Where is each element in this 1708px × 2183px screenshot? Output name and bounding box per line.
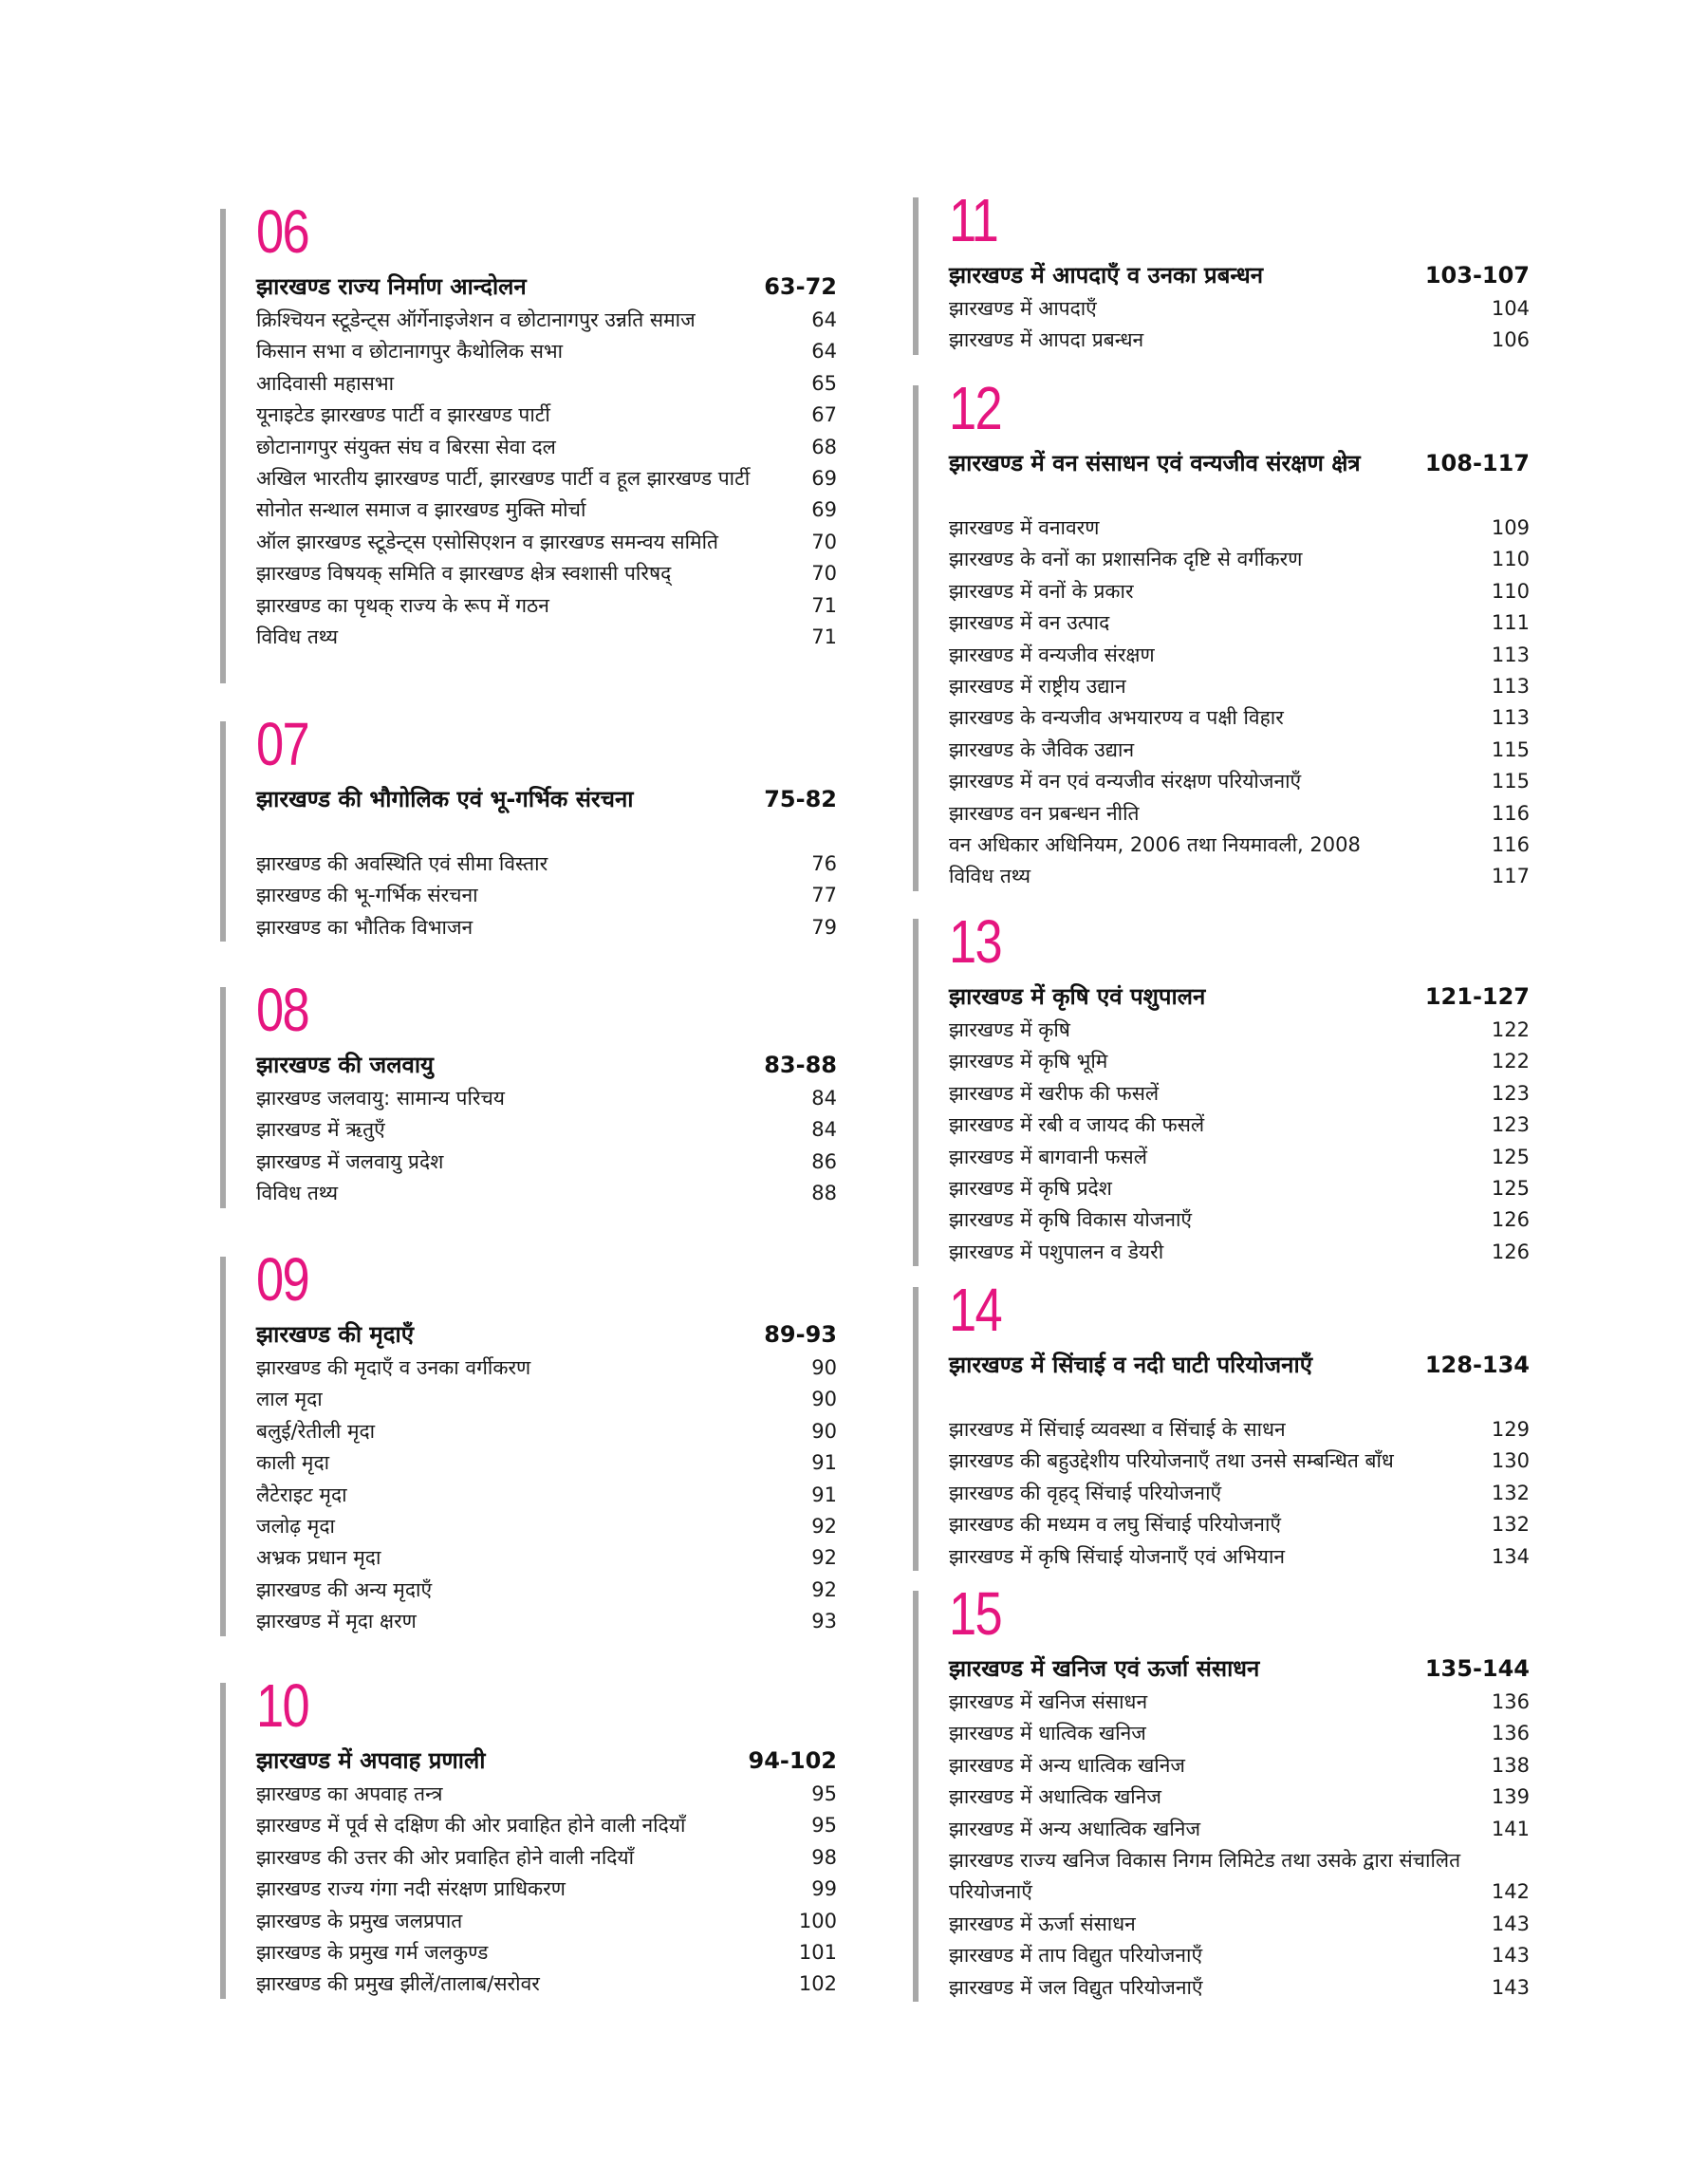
chapter-number: 13 [949, 907, 1002, 976]
topic-page-number: 92 [811, 1546, 837, 1570]
toc-topic-item[interactable] [949, 861, 1530, 892]
toc-topic-item[interactable] [256, 1842, 837, 1874]
toc-topic-item[interactable] [256, 849, 837, 880]
topic-title: झारखण्ड में खरीफ की फसलें [949, 1081, 1160, 1105]
toc-topic-item[interactable] [256, 1178, 837, 1209]
toc-topic-item[interactable] [949, 1845, 1530, 1909]
topic-title: झारखण्ड में ऋतुएँ [256, 1118, 385, 1142]
chapter-page-range: 103-107 [1424, 262, 1530, 289]
chapter-heading[interactable] [949, 1653, 1530, 1685]
topic-title: झारखण्ड की वृहद् सिंचाई परियोजनाएँ [949, 1481, 1222, 1504]
topic-page-number: 125 [1491, 1145, 1530, 1168]
toc-topic-item[interactable] [256, 1874, 837, 1905]
toc-topic-item[interactable] [256, 432, 837, 463]
topic-title: झारखण्ड में अधात्विक खनिज [949, 1785, 1161, 1809]
toc-chapter-11 [913, 186, 1530, 357]
topic-title: झारखण्ड में कृषि सिंचाई योजनाएँ एवं अभियान [949, 1544, 1286, 1568]
toc-topic-item[interactable] [256, 1384, 837, 1415]
toc-topic-item[interactable] [949, 798, 1530, 830]
topic-title: झारखण्ड में बागवानी फसलें [949, 1145, 1147, 1168]
chapter-heading[interactable] [256, 1050, 837, 1081]
topic-page-number: 143 [1491, 1944, 1530, 1968]
toc-topic-item[interactable] [949, 325, 1530, 356]
chapter-number: 08 [256, 976, 309, 1044]
chapter-heading[interactable] [949, 448, 1530, 479]
chapter-side-bar [220, 987, 226, 1208]
topic-title: झारखण्ड जलवायु: सामान्य परिचय [256, 1087, 505, 1110]
topic-title: लैटेराइट मृदा [256, 1483, 347, 1506]
toc-topic-item[interactable] [256, 1416, 837, 1447]
chapter-topic-list [256, 305, 837, 653]
topic-title: झारखण्ड राज्य खनिज विकास निगम लिमिटेड तथा उसके द्वारा संचालित परियोजनाएँ [949, 1849, 1461, 1904]
topic-title: झारखण्ड में अन्य धात्विक खनिज [949, 1753, 1185, 1777]
toc-topic-item[interactable] [256, 880, 837, 911]
topic-page-number: 64 [811, 340, 837, 364]
toc-topic-item[interactable] [949, 1750, 1530, 1782]
topic-title: झारखण्ड में वनों के प्रकार [949, 579, 1134, 603]
topic-page-number: 142 [1491, 1880, 1530, 1904]
toc-topic-item[interactable] [949, 1110, 1530, 1141]
toc-chapter-06 [220, 197, 837, 685]
chapter-heading[interactable] [256, 1745, 837, 1777]
toc-chapter-08 [220, 976, 837, 1210]
topic-page-number: 122 [1491, 1018, 1530, 1041]
topic-page-number: 86 [811, 1149, 837, 1173]
topic-title: झारखण्ड में जलवायु प्रदेश [256, 1149, 444, 1173]
toc-topic-item[interactable] [256, 1779, 837, 1810]
topic-page-number: 99 [811, 1877, 837, 1901]
topic-page-number: 143 [1491, 1912, 1530, 1935]
toc-topic-item[interactable] [256, 1511, 837, 1542]
topic-page-number: 113 [1491, 675, 1530, 699]
toc-topic-item[interactable] [949, 1814, 1530, 1845]
chapter-topic-list [949, 1414, 1530, 1573]
toc-topic-item[interactable] [256, 1542, 837, 1574]
topic-title: झारखण्ड की अवस्थिति एवं सीमा विस्तार [256, 852, 548, 875]
toc-topic-item[interactable] [256, 1810, 837, 1841]
topic-page-number: 123 [1491, 1081, 1530, 1105]
topic-title: झारखण्ड में कृषि प्रदेश [949, 1177, 1112, 1201]
topic-page-number: 126 [1491, 1208, 1530, 1232]
toc-topic-item[interactable] [949, 735, 1530, 766]
chapter-heading[interactable] [949, 1350, 1530, 1381]
topic-page-number: 71 [811, 625, 837, 649]
chapter-page-range: 83-88 [764, 1052, 837, 1078]
topic-title: झारखण्ड में ताप विद्युत परियोजनाएँ [949, 1944, 1203, 1968]
toc-topic-item[interactable] [949, 1478, 1530, 1509]
topic-title: झारखण्ड राज्य गंगा नदी संरक्षण प्राधिकरण [256, 1877, 566, 1901]
toc-topic-item[interactable] [256, 527, 837, 558]
topic-page-number: 64 [811, 308, 837, 331]
chapter-title: झारखण्ड की मृदाएँ [256, 1321, 414, 1348]
topic-title: झारखण्ड के प्रमुख जलप्रपात [256, 1909, 463, 1932]
topic-title: झारखण्ड की उत्तर की ओर प्रवाहित होने वाली नदियाँ [256, 1845, 635, 1869]
toc-topic-item[interactable] [949, 1782, 1530, 1813]
topic-page-number: 92 [811, 1577, 837, 1601]
topic-page-number: 115 [1491, 737, 1530, 761]
chapter-heading[interactable] [256, 271, 837, 303]
topic-title: विविध तथ्य [256, 1182, 339, 1205]
topic-page-number: 95 [811, 1814, 837, 1838]
topic-page-number: 117 [1491, 865, 1530, 888]
topic-page-number: 123 [1491, 1113, 1530, 1137]
toc-chapter-10 [220, 1671, 837, 2001]
chapter-topic-list [256, 1353, 837, 1638]
topic-title: झारखण्ड विषयक् समिति व झारखण्ड क्षेत्र स्वशासी परिषद् [256, 562, 672, 586]
topic-page-number: 143 [1491, 1975, 1530, 1999]
topic-page-number: 90 [811, 1356, 837, 1379]
toc-topic-item[interactable] [256, 1906, 837, 1937]
toc-topic-item[interactable] [949, 1237, 1530, 1268]
chapter-number: 07 [256, 710, 309, 778]
topic-page-number: 76 [811, 852, 837, 875]
topic-title: जलोढ़ मृदा [256, 1515, 335, 1539]
chapter-title: झारखण्ड में कृषि एवं पशुपालन [949, 983, 1206, 1010]
topic-title: विविध तथ्य [949, 865, 1031, 888]
chapter-topic-list [256, 849, 837, 943]
chapter-side-bar [913, 197, 919, 355]
toc-topic-item[interactable] [949, 1718, 1530, 1749]
chapter-heading[interactable] [949, 981, 1530, 1013]
topic-page-number: 84 [811, 1118, 837, 1142]
topic-title: झारखण्ड की भू-गर्भिक संरचना [256, 884, 478, 907]
topic-page-number: 116 [1491, 833, 1530, 857]
toc-topic-item[interactable] [949, 1509, 1530, 1540]
topic-page-number: 90 [811, 1419, 837, 1443]
chapter-heading[interactable] [256, 784, 837, 815]
topic-title: झारखण्ड की प्रमुख झीलें/तालाब/सरोवर [256, 1972, 540, 1996]
toc-topic-item[interactable] [949, 293, 1530, 325]
topic-title: झारखण्ड में मृदा क्षरण [256, 1610, 417, 1633]
topic-page-number: 113 [1491, 706, 1530, 730]
topic-page-number: 111 [1491, 611, 1530, 635]
topic-title: झारखण्ड में राष्ट्रीय उद्यान [949, 675, 1126, 699]
topic-title: झारखण्ड के वनों का प्रशासनिक दृष्टि से वर्गीकरण [949, 548, 1303, 571]
chapter-page-range: 63-72 [764, 273, 837, 300]
topic-title: लाल मृदा [256, 1388, 323, 1411]
toc-chapter-12 [913, 374, 1530, 893]
chapter-topic-list [949, 513, 1530, 893]
chapter-heading[interactable] [949, 260, 1530, 291]
toc-topic-item[interactable] [256, 590, 837, 622]
topic-title: झारखण्ड में वन एवं वन्यजीव संरक्षण परियोजनाएँ [949, 770, 1302, 793]
topic-page-number: 102 [798, 1972, 837, 1996]
toc-topic-item[interactable] [256, 1353, 837, 1384]
toc-topic-item[interactable] [256, 463, 837, 494]
topic-title: झारखण्ड वन प्रबन्धन नीति [949, 801, 1140, 825]
toc-topic-item[interactable] [256, 1575, 837, 1606]
topic-page-number: 132 [1491, 1513, 1530, 1537]
topic-page-number: 113 [1491, 643, 1530, 666]
toc-topic-item[interactable] [949, 1046, 1530, 1077]
chapter-title: झारखण्ड राज्य निर्माण आन्दोलन [256, 273, 527, 300]
chapter-title: झारखण्ड की जलवायु [256, 1052, 434, 1078]
toc-topic-item[interactable] [949, 640, 1530, 671]
toc-topic-item[interactable] [256, 1968, 837, 2000]
toc-topic-item[interactable] [256, 1114, 837, 1146]
topic-title: झारखण्ड की मध्यम व लघु सिंचाई परियोजनाएँ [949, 1513, 1282, 1537]
topic-page-number: 70 [811, 530, 837, 553]
topic-title: झारखण्ड में पूर्व से दक्षिण की ओर प्रवाहित होने वाली नदियाँ [256, 1814, 686, 1838]
chapter-topic-list [256, 1083, 837, 1210]
toc-topic-item[interactable] [949, 702, 1530, 734]
chapter-heading[interactable] [256, 1319, 837, 1351]
toc-chapter-14 [913, 1276, 1530, 1573]
toc-topic-item[interactable] [949, 1541, 1530, 1573]
toc-topic-item[interactable] [949, 544, 1530, 575]
toc-topic-item[interactable] [949, 766, 1530, 797]
topic-title: झारखण्ड के वन्यजीव अभयारण्य व पक्षी विहार [949, 706, 1284, 730]
toc-topic-item[interactable] [949, 1414, 1530, 1446]
topic-page-number: 138 [1491, 1753, 1530, 1777]
toc-topic-item[interactable] [256, 1447, 837, 1479]
topic-page-number: 106 [1491, 328, 1530, 352]
toc-topic-item[interactable] [256, 912, 837, 943]
topic-title: विविध तथ्य [256, 625, 339, 649]
chapter-topic-list [949, 1687, 1530, 2004]
toc-chapter-09 [220, 1245, 837, 1638]
topic-page-number: 136 [1491, 1722, 1530, 1745]
toc-chapter-13 [913, 907, 1530, 1268]
toc-topic-item[interactable] [949, 1078, 1530, 1110]
topic-title: झारखण्ड के जैविक उद्यान [949, 737, 1135, 761]
topic-page-number: 91 [811, 1483, 837, 1506]
chapter-title: झारखण्ड में वन संसाधन एवं वन्यजीव संरक्षण क्षेत्र [949, 450, 1361, 476]
toc-topic-item[interactable] [256, 1606, 837, 1637]
topic-title: बलुई/रेतीली मृदा [256, 1419, 376, 1443]
topic-title: झारखण्ड की मृदाएँ व उनका वर्गीकरण [256, 1356, 531, 1379]
chapter-number: 12 [949, 374, 1002, 442]
chapter-side-bar [913, 919, 919, 1266]
topic-title: वन अधिकार अधिनियम, 2006 तथा नियमावली, 2008 [949, 833, 1361, 857]
chapter-title: झारखण्ड में खनिज एवं ऊर्जा संसाधन [949, 1655, 1260, 1682]
topic-title: झारखण्ड में पशुपालन व डेयरी [949, 1240, 1164, 1263]
topic-title: झारखण्ड के प्रमुख गर्म जलकुण्ड [256, 1941, 489, 1965]
topic-title: झारखण्ड में वन्यजीव संरक्षण [949, 643, 1155, 666]
topic-page-number: 98 [811, 1845, 837, 1869]
topic-page-number: 68 [811, 435, 837, 458]
toc-topic-item[interactable] [256, 1147, 837, 1178]
topic-page-number: 90 [811, 1388, 837, 1411]
chapter-title: झारखण्ड में आपदाएँ व उनका प्रबन्धन [949, 262, 1264, 289]
topic-title: झारखण्ड में कृषि भूमि [949, 1050, 1108, 1073]
topic-page-number: 132 [1491, 1481, 1530, 1504]
chapter-number: 15 [949, 1579, 1002, 1648]
topic-title: झारखण्ड में खनिज संसाधन [949, 1690, 1148, 1713]
toc-topic-item[interactable] [256, 400, 837, 431]
topic-title: काली मृदा [256, 1451, 330, 1475]
topic-page-number: 101 [798, 1941, 837, 1965]
chapter-number: 09 [256, 1245, 309, 1314]
topic-title: झारखण्ड का भौतिक विभाजन [256, 915, 473, 939]
topic-page-number: 93 [811, 1610, 837, 1633]
topic-page-number: 92 [811, 1515, 837, 1539]
topic-page-number: 109 [1491, 516, 1530, 539]
toc-topic-item[interactable] [949, 671, 1530, 702]
chapter-side-bar [913, 1591, 919, 2002]
topic-title: झारखण्ड में वन उत्पाद [949, 611, 1110, 635]
chapter-topic-list [949, 293, 1530, 357]
toc-topic-item[interactable] [256, 558, 837, 589]
chapter-page-range: 108-117 [1424, 450, 1530, 476]
toc-topic-item[interactable] [256, 1480, 837, 1511]
toc-topic-item[interactable] [256, 622, 837, 653]
toc-chapter-07 [220, 710, 837, 943]
topic-title: झारखण्ड में रबी व जायद की फसलें [949, 1113, 1205, 1137]
topic-title: झारखण्ड में अन्य अधात्विक खनिज [949, 1817, 1201, 1840]
topic-title: अखिल भारतीय झारखण्ड पार्टी, झारखण्ड पार्टी व हूल झारखण्ड पार्टी [256, 467, 751, 491]
topic-page-number: 88 [811, 1182, 837, 1205]
topic-page-number: 115 [1491, 770, 1530, 793]
toc-topic-item[interactable] [949, 1909, 1530, 1940]
topic-title: छोटानागपुर संयुक्त संघ व बिरसा सेवा दल [256, 435, 556, 458]
topic-page-number: 130 [1491, 1449, 1530, 1473]
toc-topic-item[interactable] [949, 1173, 1530, 1204]
toc-topic-item[interactable] [256, 494, 837, 526]
toc-topic-item[interactable] [949, 830, 1530, 861]
topic-page-number: 95 [811, 1782, 837, 1805]
toc-topic-item[interactable] [949, 1940, 1530, 1971]
topic-page-number: 69 [811, 498, 837, 522]
topic-title: झारखण्ड में आपदा प्रबन्धन [949, 328, 1144, 352]
toc-topic-item[interactable] [256, 305, 837, 336]
chapter-page-range: 135-144 [1424, 1655, 1530, 1682]
topic-title: ऑल झारखण्ड स्टूडेन्ट्स एसोसिएशन व झारखण्ड समन्वय समिति [256, 530, 718, 553]
topic-title: झारखण्ड की बहुउद्देशीय परियोजनाएँ तथा उनसे सम्बन्धित बाँध [949, 1449, 1394, 1473]
topic-page-number: 67 [811, 403, 837, 427]
topic-page-number: 104 [1491, 297, 1530, 320]
topic-page-number: 100 [798, 1909, 837, 1932]
topic-title: यूनाइटेड झारखण्ड पार्टी व झारखण्ड पार्टी [256, 403, 550, 427]
topic-title: किसान सभा व छोटानागपुर कैथोलिक सभा [256, 340, 564, 364]
topic-page-number: 65 [811, 371, 837, 395]
chapter-side-bar [913, 385, 919, 891]
toc-topic-item[interactable] [949, 1204, 1530, 1236]
toc-topic-item[interactable] [949, 1015, 1530, 1046]
topic-page-number: 70 [811, 562, 837, 586]
chapter-side-bar [220, 1257, 226, 1636]
toc-topic-item[interactable] [256, 1083, 837, 1114]
topic-page-number: 84 [811, 1087, 837, 1110]
chapter-page-range: 89-93 [764, 1321, 837, 1348]
topic-title: अभ्रक प्रधान मृदा [256, 1546, 381, 1570]
topic-title: झारखण्ड में आपदाएँ [949, 297, 1097, 320]
toc-topic-item[interactable] [949, 1446, 1530, 1477]
chapter-page-range: 121-127 [1424, 983, 1530, 1010]
topic-page-number: 126 [1491, 1240, 1530, 1263]
chapter-side-bar [913, 1287, 919, 1571]
topic-title: क्रिश्चियन स्टूडेन्ट्स ऑर्गेनाइजेशन व छोटानागपुर उन्नति समाज [256, 308, 696, 331]
toc-chapter-15 [913, 1579, 1530, 2004]
chapter-number: 11 [949, 186, 998, 254]
toc-topic-item[interactable] [256, 1937, 837, 1968]
topic-page-number: 77 [811, 884, 837, 907]
chapter-side-bar [220, 721, 226, 942]
topic-title: झारखण्ड में सिंचाई व्यवस्था व सिंचाई के साधन [949, 1418, 1286, 1441]
topic-page-number: 91 [811, 1451, 837, 1475]
topic-page-number: 69 [811, 467, 837, 491]
topic-page-number: 141 [1491, 1817, 1530, 1840]
topic-title: झारखण्ड में कृषि [949, 1018, 1070, 1041]
topic-page-number: 110 [1491, 579, 1530, 603]
topic-page-number: 125 [1491, 1177, 1530, 1201]
topic-title: झारखण्ड में कृषि विकास योजनाएँ [949, 1208, 1193, 1232]
chapter-title: झारखण्ड में अपवाह प्रणाली [256, 1747, 486, 1774]
topic-title: झारखण्ड में धात्विक खनिज [949, 1722, 1146, 1745]
chapter-topic-list [256, 1779, 837, 2001]
toc-topic-item[interactable] [256, 336, 837, 367]
chapter-title: झारखण्ड में सिंचाई व नदी घाटी परियोजनाएँ [949, 1352, 1312, 1378]
toc-topic-item[interactable] [949, 576, 1530, 607]
topic-title: झारखण्ड का अपवाह तन्त्र [256, 1782, 443, 1805]
topic-title: झारखण्ड में ऊर्जा संसाधन [949, 1912, 1136, 1935]
chapter-page-range: 94-102 [748, 1747, 837, 1774]
chapter-side-bar [220, 209, 226, 683]
topic-page-number: 129 [1491, 1418, 1530, 1441]
chapter-number: 10 [256, 1671, 309, 1740]
toc-topic-item[interactable] [256, 368, 837, 400]
topic-page-number: 71 [811, 593, 837, 617]
topic-page-number: 139 [1491, 1785, 1530, 1809]
chapter-page-range: 128-134 [1424, 1352, 1530, 1378]
chapter-number: 06 [256, 197, 309, 266]
chapter-topic-list [949, 1015, 1530, 1268]
toc-topic-item[interactable] [949, 1142, 1530, 1173]
topic-page-number: 79 [811, 915, 837, 939]
toc-topic-item[interactable] [949, 1972, 1530, 2004]
topic-title: सोनोत सन्थाल समाज व झारखण्ड मुक्ति मोर्चा [256, 498, 586, 522]
chapter-page-range: 75-82 [764, 786, 837, 812]
chapter-title: झारखण्ड की भौगोलिक एवं भू-गर्भिक संरचना [256, 786, 634, 812]
topic-page-number: 116 [1491, 801, 1530, 825]
topic-title: आदिवासी महासभा [256, 371, 395, 395]
topic-title: झारखण्ड का पृथक् राज्य के रूप में गठन [256, 593, 549, 617]
topic-page-number: 134 [1491, 1544, 1530, 1568]
topic-page-number: 110 [1491, 548, 1530, 571]
toc-topic-item[interactable] [949, 513, 1530, 544]
topic-page-number: 122 [1491, 1050, 1530, 1073]
topic-title: झारखण्ड में वनावरण [949, 516, 1100, 539]
chapter-number: 14 [949, 1276, 1002, 1344]
toc-topic-item[interactable] [949, 607, 1530, 639]
toc-topic-item[interactable] [949, 1687, 1530, 1718]
chapter-side-bar [220, 1683, 226, 1999]
topic-title: झारखण्ड में जल विद्युत परियोजनाएँ [949, 1975, 1203, 1999]
topic-title: झारखण्ड की अन्य मृदाएँ [256, 1577, 433, 1601]
topic-page-number: 136 [1491, 1690, 1530, 1713]
